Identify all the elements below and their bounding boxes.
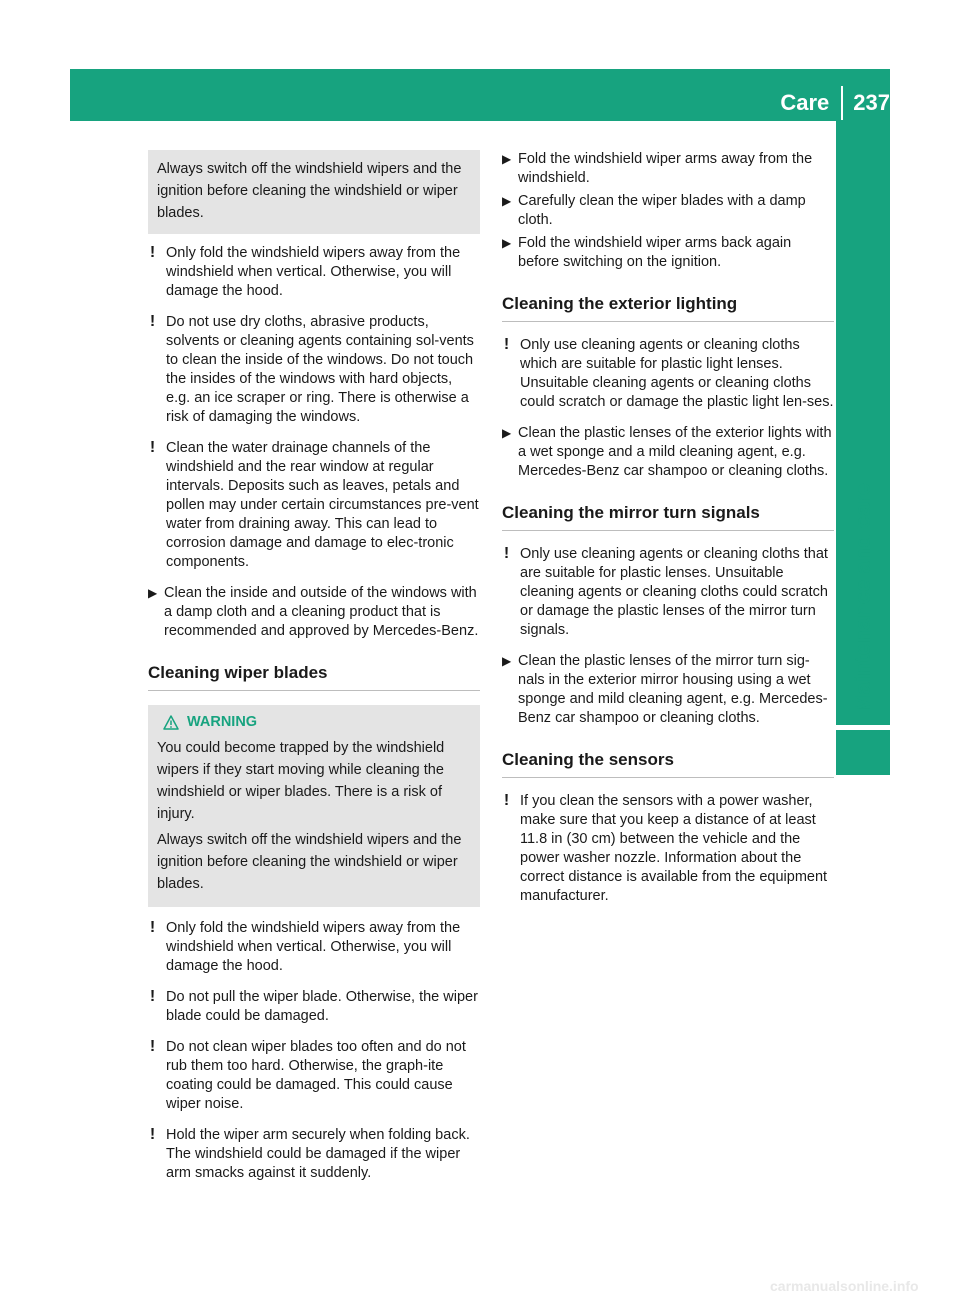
note-text: If you clean the sensors with a power washer, make sure that you keep a distance of at least 11.8 in (30 cm) between the vehicle and the power washer nozzle. Information about the correct distance is available from the equipment manufacturer. <box>520 793 828 904</box>
note <box>148 988 480 1026</box>
section-heading: Cleaning the mirror turn signals <box>502 503 834 531</box>
exclamation-icon: ! <box>149 988 156 1005</box>
info-box-text: Always switch off the windshield wipers and the ignition before cleaning the windshield or wiper blades. <box>157 161 462 221</box>
warning-triangle-icon <box>163 715 179 730</box>
note <box>502 792 834 906</box>
exclamation-icon: ! <box>149 1038 156 1055</box>
note <box>148 1126 480 1183</box>
step-arrow-icon: ▶ <box>148 586 158 600</box>
note-text: Clean the water drainage channels of the windshield and the rear window at regular intervals. Deposits such as leaves, petals and pollen may under certain circumstances pre-vent water from draining away. This can lead to corrosion damage and damage to elec-tronic components. <box>166 440 479 570</box>
note <box>148 439 480 572</box>
left-column <box>148 150 480 1195</box>
exclamation-icon: ! <box>149 919 156 936</box>
step-text: Clean the inside and outside of the windows with a damp cloth and a cleaning product that is recommended and approved by Mercedes-Benz. <box>164 585 479 639</box>
header-title <box>780 86 890 120</box>
note <box>148 919 480 976</box>
side-tab <box>836 470 890 725</box>
note <box>148 244 480 301</box>
step <box>502 150 834 188</box>
section-heading: Cleaning the exterior lighting <box>502 294 834 322</box>
step <box>502 192 834 230</box>
right-column <box>502 150 834 918</box>
note-text: Only fold the windshield wipers away from the windshield when vertical. Otherwise, you will damage the hood. <box>166 920 461 974</box>
footer-watermark: carmanualsonline.info <box>770 1278 919 1294</box>
step-arrow-icon: ▶ <box>502 194 512 208</box>
note-text: Hold the wiper arm securely when folding back. The windshield could be damaged if the wiper arm smacks against it suddenly. <box>166 1127 470 1181</box>
step-arrow-icon: ▶ <box>502 152 512 166</box>
warning-text: You could become trapped by the windshield wipers if they start moving while cleaning the windshield or wiper blades. There is a risk of injury. <box>157 740 445 822</box>
section-heading: Cleaning the sensors <box>502 750 834 778</box>
header-separator <box>841 86 843 120</box>
side-block <box>836 730 890 775</box>
note-text: Only use cleaning agents or cleaning cloths which are suitable for plastic light lenses. Unsuitable cleaning agents or cleaning cloths could scratch or damage the plastic light len-ses. <box>520 337 834 410</box>
step <box>502 234 834 272</box>
exclamation-icon: ! <box>503 545 510 562</box>
section-heading: Cleaning wiper blades <box>148 663 480 691</box>
step <box>148 584 480 641</box>
step-text: Fold the windshield wiper arms away from the windshield. <box>518 151 813 186</box>
step-text: Fold the windshield wiper arms back again before switching on the ignition. <box>518 235 792 270</box>
note <box>148 1038 480 1114</box>
info-box <box>148 150 480 234</box>
warning-text: Always switch off the windshield wipers and the ignition before cleaning the windshield or wiper blades. <box>157 832 462 892</box>
exclamation-icon: ! <box>503 792 510 809</box>
side-tab-label: Maintenance and care <box>850 482 875 713</box>
note <box>502 336 834 412</box>
note-text: Only use cleaning agents or cleaning cloths that are suitable for plastic lenses. Unsuitable cleaning agents or cleaning cloths could scratch or damage the plastic lenses of the mirror turn signals. <box>520 546 828 638</box>
warning-box <box>148 705 480 907</box>
exclamation-icon: ! <box>149 313 156 330</box>
warning-label: WARNING <box>187 714 258 730</box>
step-arrow-icon: ▶ <box>502 426 512 440</box>
note-text: Only fold the windshield wipers away from the windshield when vertical. Otherwise, you will damage the hood. <box>166 245 461 299</box>
note <box>148 313 480 427</box>
step-arrow-icon: ▶ <box>502 236 512 250</box>
section-title: Care <box>780 90 830 115</box>
warning-header <box>163 711 472 733</box>
exclamation-icon: ! <box>503 336 510 353</box>
note-text: Do not pull the wiper blade. Otherwise, the wiper blade could be damaged. <box>166 989 478 1024</box>
note-text: Do not clean wiper blades too often and do not rub them too hard. Otherwise, the graph-ite coating could be damaged. This could cause wiper noise. <box>166 1039 466 1112</box>
step <box>502 424 834 481</box>
step-arrow-icon: ▶ <box>502 654 512 668</box>
header-bar <box>70 69 890 121</box>
exclamation-icon: ! <box>149 1126 156 1143</box>
step-text: Clean the plastic lenses of the mirror turn sig-nals in the exterior mirror housing using a wet sponge and mild cleaning agent, e.g. Mercedes-Benz car shampoo or cleaning cloths. <box>518 653 828 726</box>
note-text: Do not use dry cloths, abrasive products, solvents or cleaning agents containing sol-vents to clean the inside of the windows. Do not touch the insides of the windows with hard objects, e.g. an ice scraper or ring. There is otherwise a risk of damaging the windows. <box>166 314 474 425</box>
step-text: Clean the plastic lenses of the exterior lights with a wet sponge and a mild cleaning agent, e.g. Mercedes-Benz car shampoo or cleaning cloths. <box>518 425 832 479</box>
note <box>502 545 834 640</box>
step-text: Carefully clean the wiper blades with a damp cloth. <box>518 193 806 228</box>
page-number: 237 <box>853 90 890 115</box>
step <box>502 652 834 728</box>
exclamation-icon: ! <box>149 244 156 261</box>
exclamation-icon: ! <box>149 439 156 456</box>
